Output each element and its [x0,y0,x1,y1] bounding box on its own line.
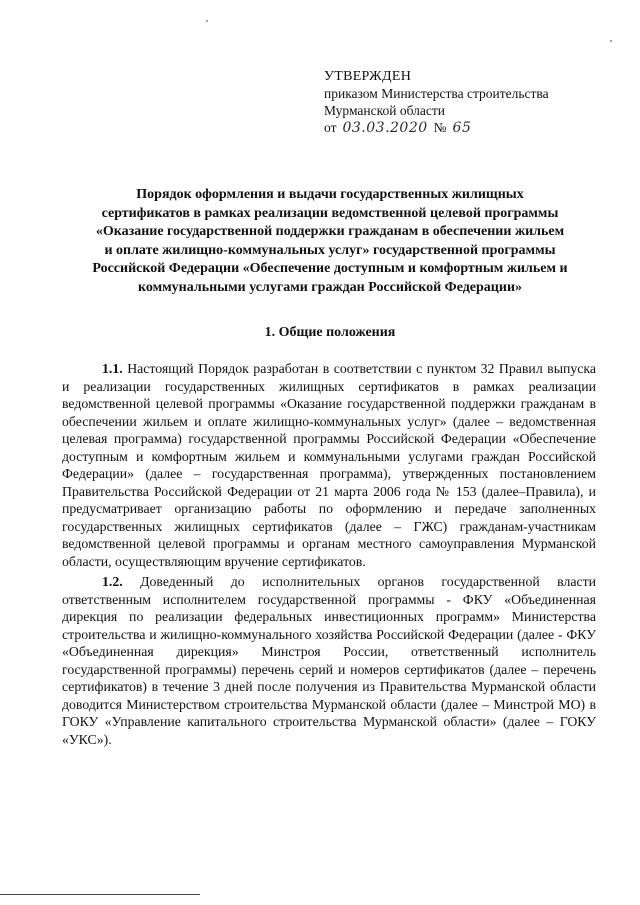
title-line: Российской Федерации «Обеспечение доступным и комфортным жильем и [92,261,568,276]
title-line: «Оказание государственной поддержки гражданам в обеспечении жильем [95,224,565,239]
title-line: коммунальными услугами граждан Российской Федерации» [137,279,523,295]
scan-speck [206,20,208,22]
paragraph-text: Настоящий Порядок разработан в соответствии с пунктом 32 Правил выпуска и реализации государственных жилищных сертификатов в рамках реализации ведомственной целевой программы «Оказание государственной поддержки гражданам в обеспечении жильем и оплате жилищно-коммунальных услуг» (далее – ведомственная целевая программа) государственной программы Российской Федерации «Обеспечение доступным и комфортным жильем и коммунальными услугами граждан Российской Федерации» (далее – государственная программа), утвержденных постановлением Правительства Российской Федерации от 21 марта 2006 года № 153 (далее–Правила), и предусматривает организацию работы по оформлению и передаче заполненных государственных жилищных сертификатов (далее – ГЖС) гражданам-участникам ведомственной целевой программы и органам местного самоуправления Мурманской области, осуществляющим вручение сертификатов. [62,361,596,569]
paragraph-text: Доведенный до исполнительных органов государственной власти ответственным исполнителем государственной программы - ФКУ «Объединенная дирекция по реализации федеральных инвестиционных программ» Министерства строительства и жилищно-коммунального хозяйства Российской Федерации (далее - ФКУ «Объединенная дирекция» Минстроя России, ответственный исполнитель государственной программы) перечень серий и номеров сертификатов (далее – перечень сертификатов) в течение 3 дней после получения из Правительства Мурманской области доводится Министерством строительства Мурманской области (далее – Минстрой МО) в ГОКУ «Управление капитального строительства Мурманской области» (далее – ГОКУ «УКС»). [62,574,596,747]
title-line: Порядок оформления и выдачи государственных жилищных [136,187,524,202]
approval-stamp-block [324,68,624,137]
paragraph-number: 1.2. [102,574,123,589]
approval-line-2: Мурманской области [324,103,445,118]
handwritten-number: 65 [452,120,472,136]
paragraph-1-1 [62,360,596,570]
approval-date-line [324,119,624,137]
document-title [60,186,600,297]
approval-line-1: приказом Министерства строительства [324,86,549,101]
approval-date-prefix: от [324,120,337,135]
paragraph-1-2 [62,573,596,748]
scan-speck [610,40,612,42]
paragraph-number: 1.1. [102,361,123,376]
section-body [62,360,596,748]
approval-title: УТВЕРЖДЕН [324,69,412,84]
approval-number-label: № [433,120,447,135]
footnote-divider [0,894,200,895]
title-line: и оплате жилищно-коммунальных услуг» государственной программы [104,242,556,258]
handwritten-date: 03.03.2020 [342,120,428,136]
section-heading: 1. Общие положения [264,325,396,340]
title-line: сертификатов в рамках реализации ведомственной целевой программы [101,205,559,221]
